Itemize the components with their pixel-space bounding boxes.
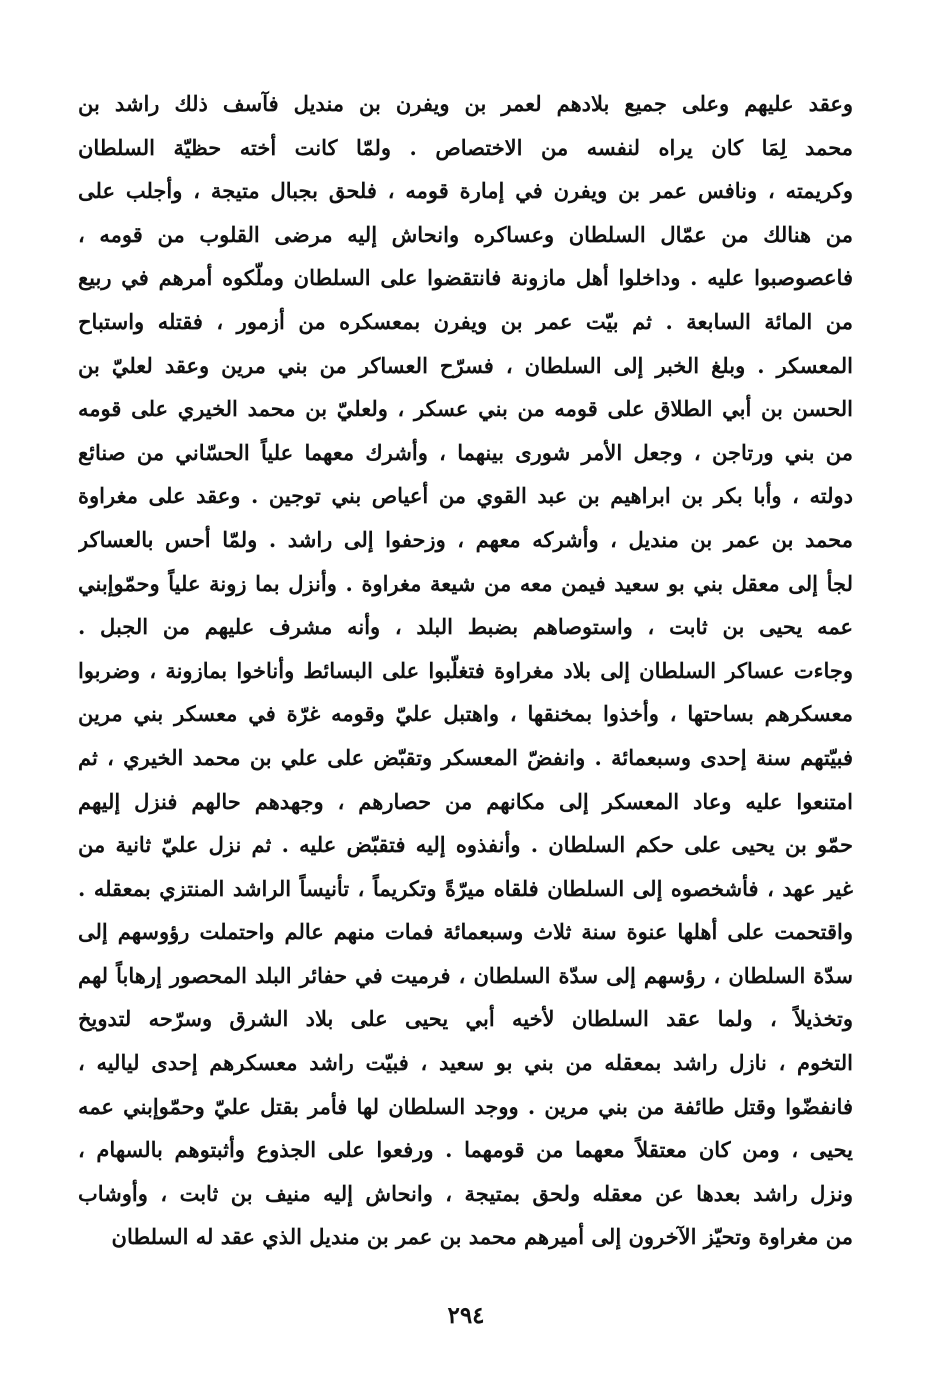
text-line: وكريمته ، ونافس عمر بن ويفرن في إمارة قومه ، فلحق بجبال متيجة ، وأجلب على	[78, 178, 853, 204]
text-line: فانفضّوا وقتل طائفة من بني مرين . ووجد السلطان لها فأمر بقتل عليّ وحمّوإبني عمه	[78, 1093, 853, 1119]
text-line: امتنعوا عليه وعاد المعسكر إلى مكانهم من حصارهم ، وجهدهم حالهم فنزل إليهم	[78, 788, 853, 814]
text-line: محمد بن عمر بن منديل ، وأشركه معهم ، وزحفوا إلى راشد . ولمّا أحس بالعساكر	[78, 526, 853, 552]
text-line: من مغراوة وتحيّز الآخرون إلى أميرهم محمد بن عمر بن منديل الذي عقد له السلطان	[111, 1224, 853, 1250]
page-number: ٢٩٤	[447, 1302, 485, 1329]
text-line: وجاءت عساكر السلطان إلى بلاد مغراوة فتغلّبوا على البسائط وأناخوا بمازونة ، وضربوا	[78, 657, 853, 683]
text-line: وعقد عليهم وعلى جميع بلادهم لعمر بن ويفرن بن منديل فآسف ذلك راشد بن	[78, 91, 853, 116]
text-line: غير عهد ، فأشخصوه إلى السلطان فلقاه ميرّةً وتكريماً ، تأنيساً الراشد المنتزي بمعقله .	[78, 875, 853, 901]
text-line: من بني ورتاجن ، وجعل الأمر شورى بينهما ، وأشرك معهما علياً الحسّاني من صنائع	[78, 439, 853, 465]
text-line: التخوم ، نازل راشد بمعقله من بني بو سعيد ، فبيّت راشد معسكرهم إحدى لياليه ،	[78, 1050, 853, 1076]
text-line: عمه يحيى بن ثابت ، واستوصاهم بضبط البلد ، وأنه مشرف عليهم من الجبل .	[78, 614, 853, 640]
main-text	[78, 82, 853, 1259]
text-line: معسكرهم بساحتها ، وأخذوا بمخنقها ، واهتبل عليّ وقومه غرّة في معسكر بني مرين	[78, 701, 853, 727]
text-line: من المائة السابعة . ثم بيّت عمر بن ويفرن بمعسكره من أزمور ، فقتله واستباح	[78, 308, 853, 334]
text-line: وتخذيلاً ، ولما عقد السلطان لأخيه أبي يحيى على بلاد الشرق وسرّحه لتدويخ	[78, 1006, 853, 1032]
text-line: واقتحمت على أهلها عنوة سنة ثلاث وسبعمائة فمات منهم عالم واحتملت رؤوسهم إلى	[78, 919, 853, 945]
text-line: دولته ، وأبا بكر بن ابراهيم بن عبد القوي من أعياص بني توجين . وعقد على مغراوة	[78, 483, 853, 509]
text-line: لجأ إلى معقل بني بو سعيد فيمن معه من شيعة مغراوة . وأنزل بما زونة علياً وحمّوإبني	[78, 570, 853, 596]
text-line: يحيى ، ومن كان معتقلاً معهما من قومهما . ورفعوا على الجذوع وأثبتوهم بالسهام ،	[78, 1137, 853, 1163]
text-line: فبيّتهم سنة إحدى وسبعمائة . وانفضّ المعسكر وتقبّض على علي بن محمد الخيري ، ثم	[78, 744, 853, 770]
text-line: المعسكر . وبلغ الخبر إلى السلطان ، فسرّح العساكر من بني مرين وعقد لعليّ بن	[78, 352, 853, 378]
text-line: فاعصوصبوا عليه . وداخلوا أهل مازونة فانتقضوا على السلطان وملّكوه أمرهم في ربيع	[78, 265, 853, 291]
page-body	[78, 82, 853, 1259]
text-line: سدّة السلطان ، رؤسهم إلى سدّة السلطان ، فرميت في حفائر البلد المحصور إرهاباً لهم	[78, 962, 853, 988]
text-line: محمد لِمَا كان يراه لنفسه من الاختصاص . ولمّا كانت أخته حظيّة السلطان	[78, 134, 853, 160]
text-line: حمّو بن يحيى على حكم السلطان . وأنفذوه إليه فتقبّض عليه . ثم نزل عليّ ثانية من	[78, 832, 853, 858]
text-line: ونزل راشد بعدها عن معقله ولحق بمتيجة ، وانحاش إليه منيف بن ثابت ، وأوشاب	[78, 1180, 853, 1206]
text-line: من هنالك من عمّال السلطان وعساكره وانحاش إليه مرضى القلوب من قومه ،	[78, 221, 853, 247]
text-line: الحسن بن أبي الطلاق على قومه من بني عسكر ، ولعليّ بن محمد الخيري على قومه	[78, 396, 853, 422]
